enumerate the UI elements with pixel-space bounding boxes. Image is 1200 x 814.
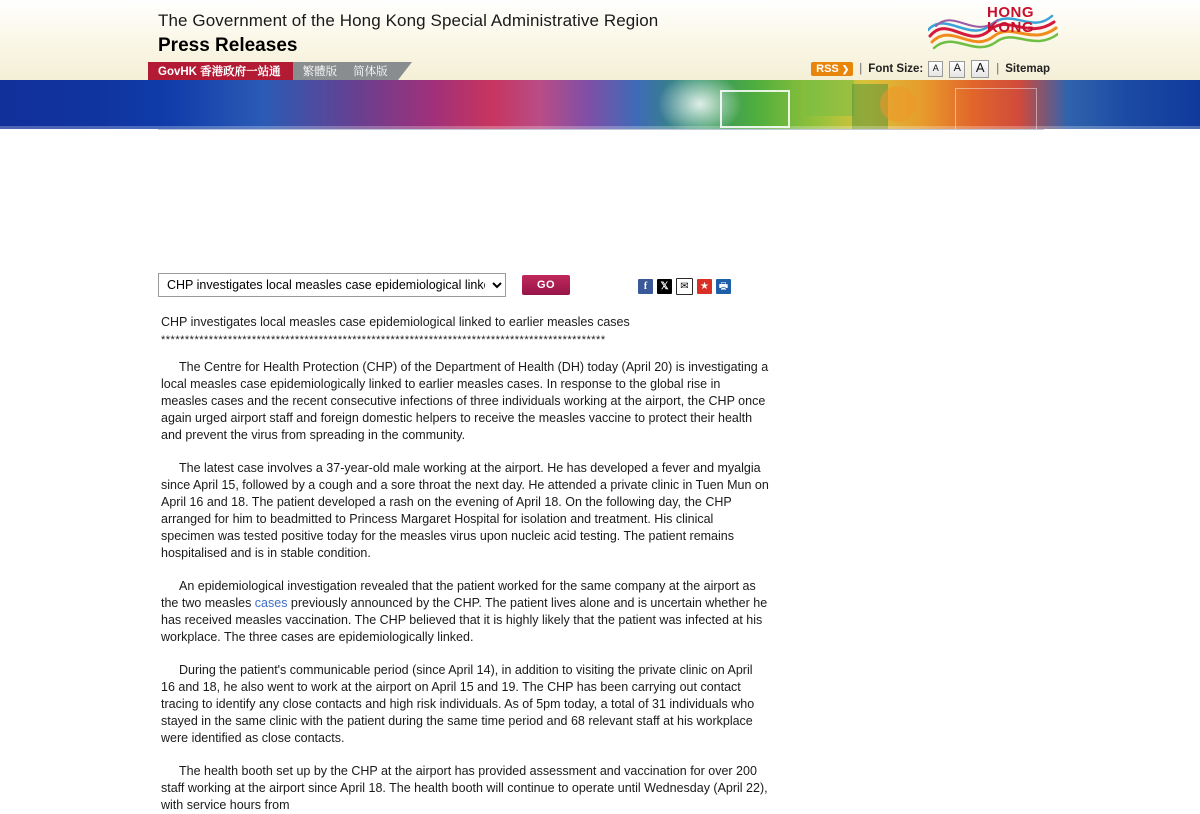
measles-cases-link[interactable]: cases <box>254 596 288 610</box>
article-headline: CHP investigates local measles case epidemiological linked to earlier measles cases <box>161 315 630 329</box>
print-icon[interactable]: 🖶 <box>716 279 731 294</box>
banner-square-outline-2 <box>955 88 1037 129</box>
press-release-select[interactable] <box>158 273 506 297</box>
tab-govhk-label: GovHK 香港政府一站通 <box>158 66 281 78</box>
bookmark-share-icon[interactable]: ★ <box>697 279 712 294</box>
brand-line-2: KONG <box>987 19 1034 36</box>
article-paragraph-4: During the patient's communicable period (since April 14), in addition to visiting the private clinic on April 16 and 18, he also went to work at the airport on April 15 and 19. The CHP has been carrying out contact tracing to identify any close contacts and high risk individuals. As of 5pm today, a total of 31 individuals who stayed in the same clinic with the patient during the same time period and 68 relevant staff at his workplace were identified as close contacts. <box>161 663 755 745</box>
tab-govhk[interactable] <box>148 62 293 80</box>
article-paragraph-2: The latest case involves a 37-year-old male working at the airport. He has developed a fever and myalgia since April 15, followed by a cough and a sore throat the next day. He attended a private clinic in Tuen Mun on April 16 and 18. The patient developed a rash on the evening of April 18. On the following day, the CHP arranged for him to beadmitted to Princess Margaret Hospital for isolation and treatment. His clinical specimen was tested positive today for the measles virus upon nucleic acid testing. The patient remains hospitalised and is in stable condition. <box>161 461 769 560</box>
facebook-share-icon[interactable]: f <box>638 279 653 294</box>
tab-bar-tail <box>398 62 412 80</box>
article-paragraph-5: The health booth set up by the CHP at the airport has provided assessment and vaccination for over 200 staff working at the airport since April 18. The health booth will continue to operate until Wednesday (April 22), with service hours from <box>161 764 768 812</box>
tab-traditional-chinese[interactable]: 繁體版 <box>302 66 338 78</box>
rss-icon: ❯ <box>841 63 850 74</box>
government-name: The Government of the Hong Kong Special Administrative Region <box>158 11 659 30</box>
page-title: Press Releases <box>158 35 298 56</box>
language-tabs <box>293 62 398 80</box>
article-paragraph-1: The Centre for Health Protection (CHP) of the Department of Health (DH) today (April 20) is investigating a local measles case epidemiologically linked to earlier measles cases. In response to the global rise in measles cases and the recent consecutive infections of three individuals working at the airport, the CHP once again urged airport staff and foreign domestic helpers to receive the measles vaccine to protect their health and prevent the virus from spreading in the community. <box>161 360 769 442</box>
press-release-article <box>161 314 769 814</box>
page-header <box>0 0 1200 80</box>
share-icon-row <box>638 278 731 295</box>
sitemap-link[interactable]: Sitemap <box>1005 63 1050 75</box>
paragraph-3-text-after: previously announced by the CHP. The patient lives alone and is uncertain whether he has received measles vaccination. The CHP believed that it is highly likely that the patient was infected at his workplace. The three cases are epidemiologically linked. <box>161 596 768 644</box>
utility-separator-2: | <box>996 63 1000 75</box>
paragraph-3-text-before: An epidemiological investigation revealed that the patient worked for the same company at the airport as the two measles <box>161 579 756 610</box>
decorative-banner <box>0 80 1200 129</box>
font-size-large-button[interactable]: A <box>971 60 989 78</box>
banner-square-outline-1 <box>720 90 790 128</box>
utility-separator-1: | <box>859 63 863 75</box>
x-share-icon[interactable]: 𝕏 <box>657 279 672 294</box>
banner-circle-orange <box>880 86 916 122</box>
go-button[interactable]: GO <box>522 275 570 295</box>
rss-label: RSS <box>816 63 839 75</box>
font-size-medium-button[interactable]: A <box>949 61 965 78</box>
font-size-label: Font Size: <box>868 63 924 75</box>
top-tab-bar <box>148 62 412 80</box>
font-size-small-button[interactable]: A <box>928 61 943 77</box>
rss-button[interactable] <box>811 62 853 76</box>
utility-bar <box>811 60 1050 78</box>
brand-wordmark <box>987 5 1034 35</box>
content-top-rule <box>158 129 1044 130</box>
banner-block-green <box>806 80 854 116</box>
tab-simplified-chinese[interactable]: 简体版 <box>353 66 388 78</box>
brand-line-1: HONG <box>987 4 1034 21</box>
release-selector-row <box>158 273 570 297</box>
article-paragraph-3 <box>161 578 769 646</box>
header-title-block <box>158 10 658 58</box>
email-share-icon[interactable]: ✉ <box>676 278 693 295</box>
article-separator: ********************************************************************************************* <box>161 334 606 346</box>
